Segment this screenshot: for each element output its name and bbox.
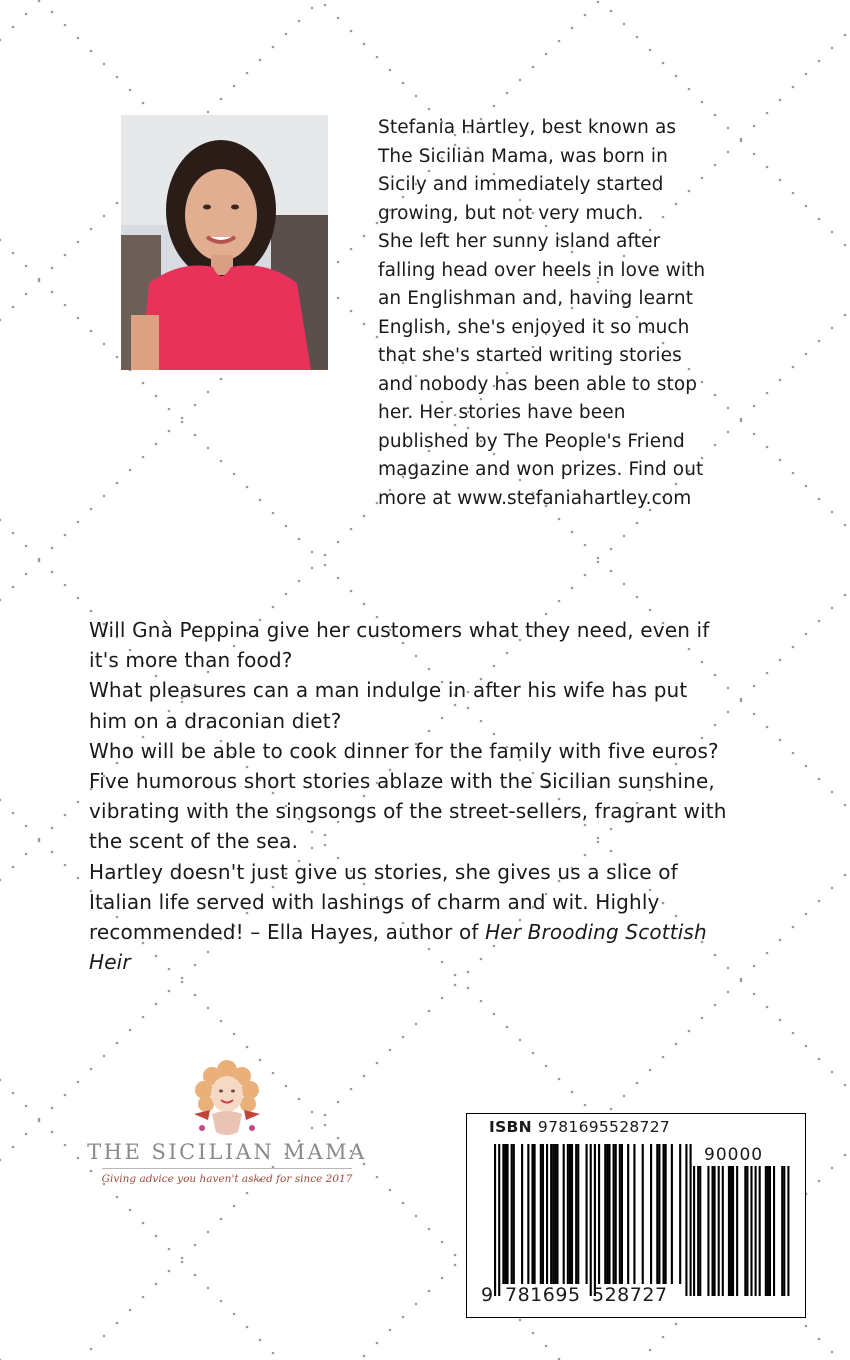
barcode-digits-right: 528727	[592, 1284, 668, 1306]
logo-brand-name: THE SICILIAN MAMA	[87, 1140, 367, 1164]
review-book-title: Her Brooding Scottish Heir	[89, 920, 707, 975]
barcode-digits-left: 781695	[505, 1284, 581, 1306]
author-photo	[121, 115, 328, 370]
isbn-number: 9781695528727	[537, 1118, 671, 1136]
blurb-paragraph: Five humorous short stories ablaze with the Sicilian sunshine, vibrating with the singsongs of the street-sellers, fragrant with the scent of the sea.	[89, 769, 727, 854]
review-quote	[89, 857, 729, 978]
curly-haired-woman-emblem	[82, 1058, 372, 1140]
isbn-barcode	[466, 1113, 806, 1318]
blurb-paragraph: Will Gnà Peppina give her customers what they need, even if it's more than food?	[89, 618, 710, 673]
isbn-label: ISBN	[489, 1118, 532, 1136]
sicilian-mama-logo	[82, 1058, 372, 1193]
logo-tagline: Giving advice you haven't asked for since 2017	[101, 1173, 353, 1185]
author-portrait	[121, 115, 328, 370]
logo-divider	[102, 1168, 352, 1169]
price-code: 90000	[704, 1145, 764, 1165]
author-bio	[378, 114, 708, 513]
review-text: Hartley doesn't just give us stories, she gives us a slice of Italian life served with lashings of charm and wit. Highly recommended! – Ella Hayes, author of	[89, 859, 678, 945]
blurb-paragraph: Who will be able to cook dinner for the family with five euros?	[89, 738, 719, 763]
bio-paragraph: Stefania Hartley, best known as The Sicilian Mama, was born in Sicily and immediately started growing, but not very much.	[378, 117, 677, 224]
blurb-paragraph: What pleasures can a man indulge in after his wife has put him on a draconian diet?	[89, 678, 688, 733]
bio-paragraph: She left her sunny island after falling head over heels in love with an Englishman and, having learnt English, she's enjoyed it so much that she's started writing stories and nobody has been able to stop her. Her stories have been published by The People's Friend magazine and won prizes. Find out more at www.stefaniahartley.com	[378, 231, 706, 509]
barcode-digit-first: 9	[481, 1284, 494, 1306]
book-blurb	[89, 615, 729, 977]
